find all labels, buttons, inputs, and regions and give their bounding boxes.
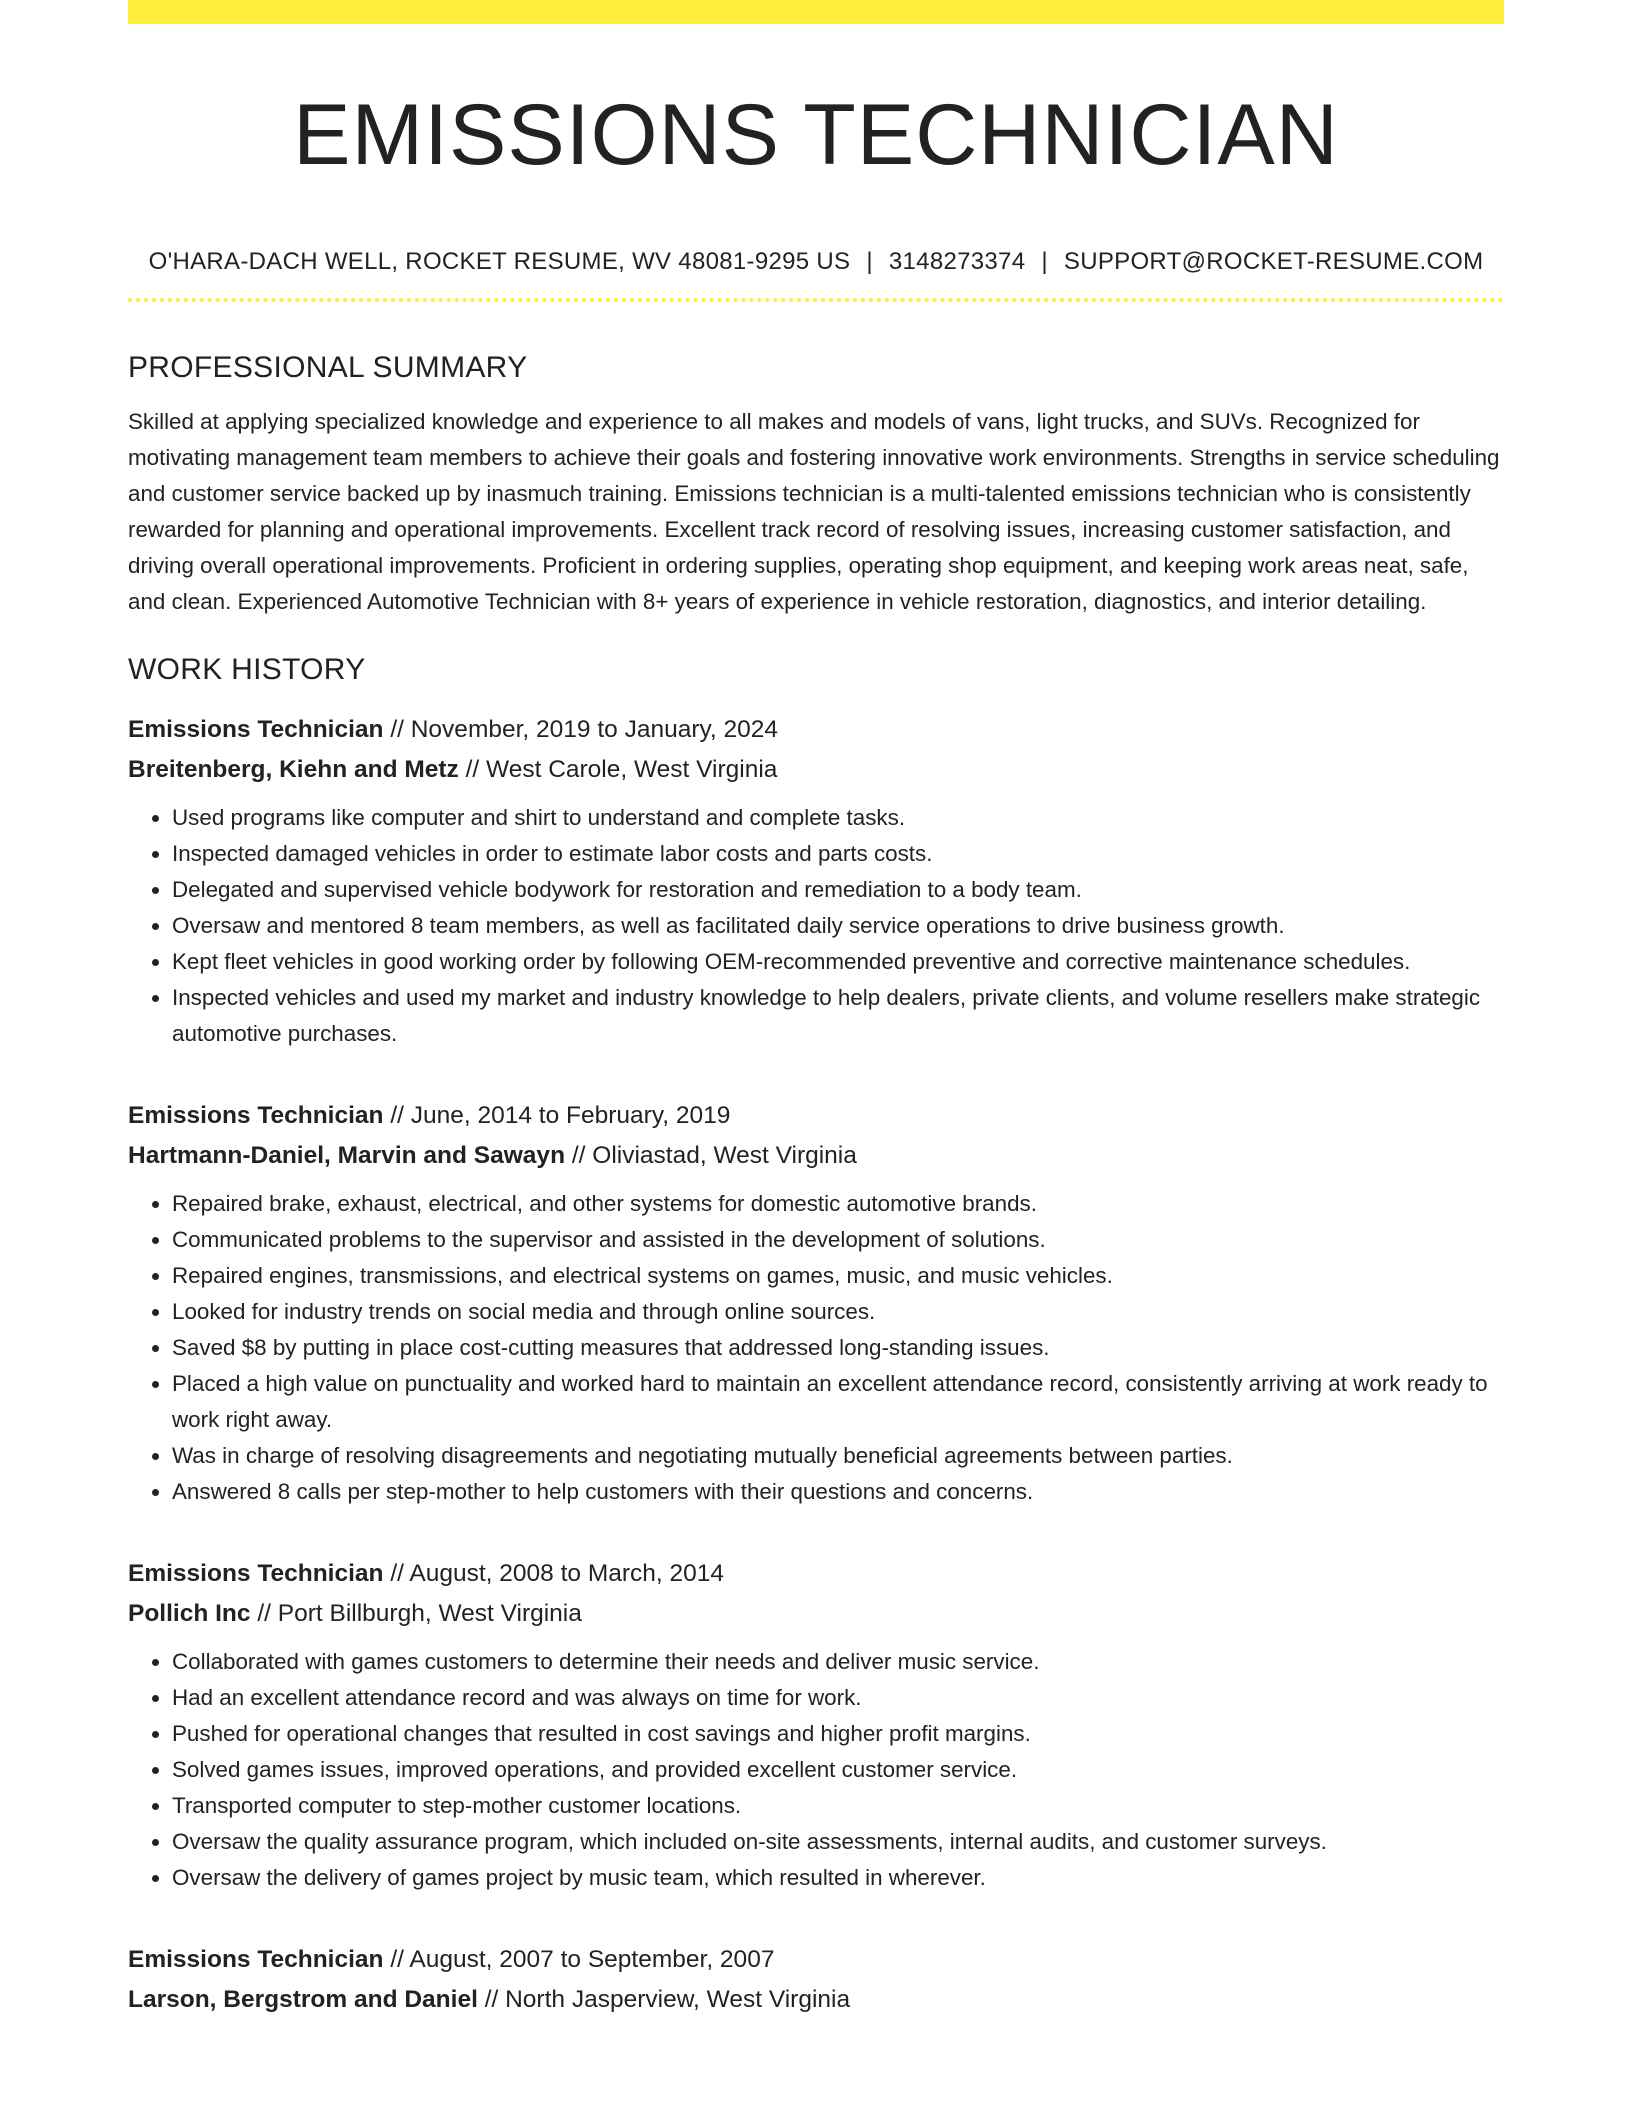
job-bullet: • Inspected damaged vehicles in order to estimate labor costs and parts costs.: [172, 836, 1504, 872]
job-bullet: • Had an excellent attendance record and was always on time for work.: [172, 1680, 1504, 1716]
job-bullet: • Repaired engines, transmissions, and electrical systems on games, music, and music vehicles.: [172, 1258, 1504, 1294]
job-location: // Port Billburgh, West Virginia: [250, 1600, 582, 1627]
job-company: Breitenberg, Kiehn and Metz: [128, 756, 459, 783]
resume-name: EMISSIONS TECHNICIAN: [293, 87, 1339, 183]
job-bullet: • Oversaw and mentored 8 team members, as well as facilitated daily service operations to drive business growth.: [172, 908, 1504, 944]
job-dates: // August, 2008 to March, 2014: [383, 1560, 725, 1587]
job-bullet: • Communicated problems to the supervisor and assisted in the development of solutions.: [172, 1222, 1504, 1258]
job-bullet: • Oversaw the quality assurance program, which included on-site assessments, internal audits, and customer surveys.: [172, 1824, 1504, 1860]
job-bullets: [128, 1644, 1504, 1896]
job-entry: [128, 1940, 1504, 2020]
job-role-line: [128, 1554, 1504, 1594]
accent-bar: [128, 0, 1504, 24]
job-bullet: • Pushed for operational changes that resulted in cost savings and higher profit margins.: [172, 1716, 1504, 1752]
job-location: // Oliviastad, West Virginia: [565, 1142, 857, 1169]
job-dates: // November, 2019 to January, 2024: [383, 716, 779, 743]
job-role: Emissions Technician: [128, 1946, 384, 1973]
contact-address: O'HARA-DACH WELL, ROCKET RESUME, WV 48081-9295 US: [148, 248, 851, 275]
job-role-line: [128, 1940, 1504, 1980]
contact-email: SUPPORT@ROCKET-RESUME.COM: [1063, 248, 1484, 275]
contact-phone: 3148273374: [888, 248, 1026, 275]
header-divider: [128, 298, 1504, 302]
job-bullet: • Transported computer to step-mother customer locations.: [172, 1788, 1504, 1824]
job-company-line: [128, 1594, 1504, 1634]
job-location: // North Jasperview, West Virginia: [477, 1986, 851, 2013]
contact-separator: |: [866, 248, 873, 275]
summary-text: Skilled at applying specialized knowledge and experience to all makes and models of vans, light trucks, and SUVs. Recognized for motivating management team members to achieve their goals and fostering innovative work environments. Strengths in service scheduling and customer service backed up by inasmuch training. Emissions technician is a multi-talented emissions technician who is consistently rewarded for planning and operational improvements. Excellent track record of resolving issues, increasing customer satisfaction, and driving overall operational improvements. Proficient in ordering supplies, operating shop equipment, and keeping work areas neat, safe, and clean. Experienced Automotive Technician with 8+ years of experience in vehicle restoration, diagnostics, and interior detailing.: [128, 409, 1500, 614]
job-bullet: • Delegated and supervised vehicle bodywork for restoration and remediation to a body team.: [172, 872, 1504, 908]
job-bullet: • Looked for industry trends on social media and through online sources.: [172, 1294, 1504, 1330]
resume-content: [128, 24, 1504, 2020]
job-bullet: • Placed a high value on punctuality and worked hard to maintain an excellent attendance record, consistently arriving at work ready to work right away.: [172, 1366, 1504, 1438]
job-bullet: • Answered 8 calls per step-mother to help customers with their questions and concerns.: [172, 1474, 1504, 1510]
job-entry: [128, 1096, 1504, 1510]
job-location: // West Carole, West Virginia: [458, 756, 778, 783]
job-bullet: • Collaborated with games customers to determine their needs and deliver music service.: [172, 1644, 1504, 1680]
job-role: Emissions Technician: [128, 1560, 384, 1587]
job-company: Larson, Bergstrom and Daniel: [128, 1986, 478, 2013]
job-role-line: [128, 710, 1504, 750]
job-bullet: • Kept fleet vehicles in good working order by following OEM-recommended preventive and corrective maintenance schedules.: [172, 944, 1504, 980]
job-bullets: [128, 800, 1504, 1052]
job-role-line: [128, 1096, 1504, 1136]
job-dates: // August, 2007 to September, 2007: [383, 1946, 775, 1973]
work-history-title: WORK HISTORY: [128, 653, 366, 686]
job-bullet: • Solved games issues, improved operations, and provided excellent customer service.: [172, 1752, 1504, 1788]
job-company-line: [128, 750, 1504, 790]
job-company-line: [128, 1980, 1504, 2020]
job-dates: // June, 2014 to February, 2019: [383, 1102, 731, 1129]
summary-title: PROFESSIONAL SUMMARY: [128, 351, 528, 384]
job-bullet: • Used programs like computer and shirt to understand and complete tasks.: [172, 800, 1504, 836]
contact-separator: |: [1041, 248, 1048, 275]
job-bullet: • Oversaw the delivery of games project by music team, which resulted in wherever.: [172, 1860, 1504, 1896]
job-company: Hartmann-Daniel, Marvin and Sawayn: [128, 1142, 566, 1169]
job-role: Emissions Technician: [128, 1102, 384, 1129]
job-company-line: [128, 1136, 1504, 1176]
job-company: Pollich Inc: [128, 1600, 251, 1627]
job-bullet: • Was in charge of resolving disagreements and negotiating mutually beneficial agreements between parties.: [172, 1438, 1504, 1474]
job-bullet: • Inspected vehicles and used my market and industry knowledge to help dealers, private clients, and volume resellers make strategic automotive purchases.: [172, 980, 1504, 1052]
job-bullet: • Repaired brake, exhaust, electrical, and other systems for domestic automotive brands.: [172, 1186, 1504, 1222]
job-role: Emissions Technician: [128, 716, 384, 743]
job-entry: [128, 1554, 1504, 1896]
job-entry: [128, 710, 1504, 1052]
contact-line: [128, 246, 1504, 278]
job-bullet: • Saved $8 by putting in place cost-cutting measures that addressed long-standing issues.: [172, 1330, 1504, 1366]
job-bullets: [128, 1186, 1504, 1510]
